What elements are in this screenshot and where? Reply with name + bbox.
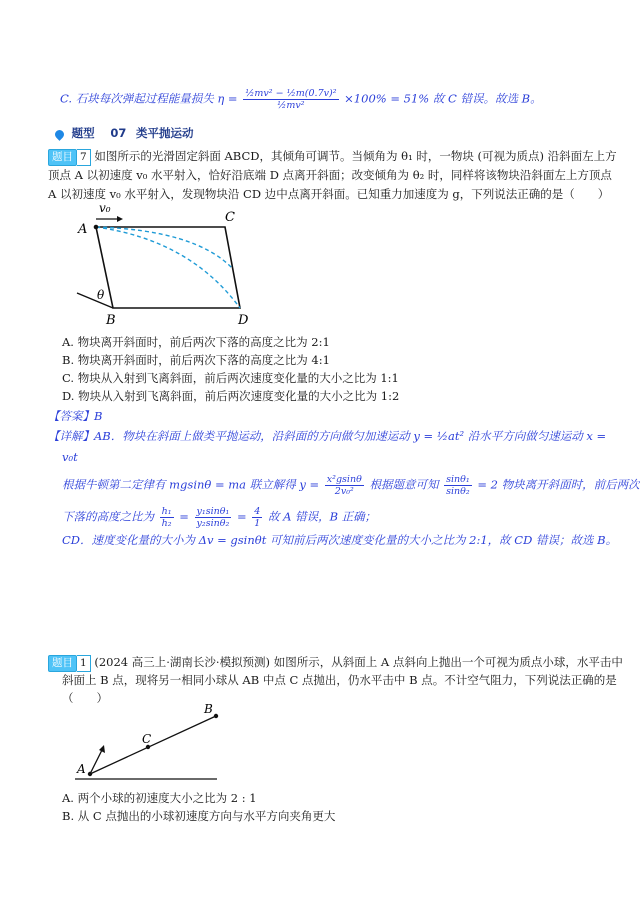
q7-option-d-text: D. 物块从入射到飞离斜面，前后两次速度变化量的大小之比为 1:2: [62, 389, 400, 403]
v0-arrowhead: [117, 216, 123, 222]
launch-arrowhead: [99, 745, 105, 753]
label-d: D: [238, 313, 249, 328]
q1-option-a-text: A. 两个小球的初速度大小之比为 2 : 1: [62, 791, 257, 805]
prev-answer-c: [60, 88, 542, 111]
pin-icon: [53, 128, 66, 141]
prev-c-tail: ×100% = 51% 故 C 错误。故选 B。: [344, 91, 542, 106]
point-a: [94, 225, 99, 230]
section-heading: [55, 125, 193, 141]
q7-figure: [70, 200, 280, 330]
q7-detail-1-text: 【详解】AB．物块在斜面上做类平抛运动，沿斜面的方向做匀加速运动 y = ½at² 沿水平方向做匀速运动 x =: [48, 429, 607, 443]
q7-stem-1: 如图所示的光滑固定斜面 ABCD，其倾角可调节。当倾角为 θ₁ 时，一物块 (可视为质点) 沿斜面左上方: [94, 149, 617, 163]
q7-option-c-text: C. 物块从入射到飞离斜面，前后两次速度变化量的大小之比为 1:1: [62, 371, 399, 385]
label-b: B: [204, 702, 213, 716]
q7-option-b: [62, 352, 330, 368]
trajectory-1: [96, 227, 240, 308]
frac-sin: [444, 474, 472, 497]
section-label: 题型: [71, 126, 95, 140]
q7-detail-5: [62, 532, 617, 548]
point-b: [214, 714, 218, 718]
q7-answer-text: 【答案】B: [48, 409, 103, 423]
label-theta: θ: [97, 288, 105, 302]
q7-option-d: [62, 388, 399, 404]
prev-c-num: ½mv² − ½m(0.7v)²: [245, 88, 337, 99]
frac-ratio: [252, 506, 262, 529]
q7-option-b-text: B. 物块离开斜面时，前后两次下落的高度之比为 4:1: [62, 353, 330, 367]
label-b: B: [106, 313, 116, 328]
q1-num: 1: [77, 655, 91, 672]
q1-stem-3: （ ）: [62, 691, 108, 705]
frac-h: [160, 506, 174, 529]
label-a: A: [77, 762, 86, 776]
prev-c-fraction: [243, 88, 338, 111]
q7-detail-4: [62, 506, 376, 529]
q7-detail-3b: 根据题意可知: [369, 477, 443, 492]
q7-detail-2: [62, 449, 78, 465]
q1-line2: [62, 672, 617, 688]
q1-stem-1: (2024 高三上·湖南长沙·模拟预测) 如图所示，从斜面上 A 点斜向上抛出一个可视为质点小球，水平击中: [94, 655, 623, 669]
q7-detail-4d: 故 A 错误，B 正确；: [267, 509, 377, 524]
frac-y-den: 2v₀²: [334, 486, 354, 497]
frac-ysin-den: y₂sinθ₂: [196, 518, 230, 529]
frac-ysin: [195, 506, 232, 529]
q7-stem-2: 顶点 A 以初速度 v₀ 水平射入，恰好沿底端 D 点离开斜面；改变倾角为 θ₂ 时，同样将该物块沿斜面左上方顶点: [48, 168, 612, 182]
q1-option-a: [62, 790, 257, 806]
incline-abcd: [96, 227, 240, 308]
point-a: [88, 772, 92, 776]
q1-option-b-text: B. 从 C 点抛出的小球初速度方向与水平方向夹角更大: [62, 809, 336, 823]
q7-detail-4b: =: [179, 509, 193, 524]
q7-option-a-text: A. 物块离开斜面时，前后两次下落的高度之比为 2:1: [62, 335, 330, 349]
incline-line: [90, 716, 216, 774]
q7-line1: [48, 148, 617, 166]
q7-detail-3a: 根据牛顿第二定律有 mgsinθ = ma 联立解得 y =: [62, 477, 323, 492]
prev-c-text: C. 石块每次弹起过程能量损失 η =: [60, 91, 242, 106]
section-title: 类平抛运动: [135, 126, 194, 140]
q7-detail-2-text: v₀t: [62, 450, 78, 464]
q7-detail-1: [48, 428, 606, 444]
q7-tag: 题目: [48, 149, 77, 166]
frac-h-den: h₂: [161, 518, 172, 529]
q7-answer: [48, 408, 102, 424]
frac-ysin-num: y₁sinθ₁: [196, 506, 230, 517]
frac-y-num: x²gsinθ: [326, 474, 362, 485]
q7-detail-4c: =: [236, 509, 251, 524]
frac-sin-den: sinθ₂: [446, 486, 470, 497]
q7-detail-3c: = 2 物块离开斜面时，前后两次: [477, 477, 640, 492]
q7-stem-3: A 以初速度 v₀ 水平射入，发现物块沿 CD 边中点离开斜面。已知重力加速度为 g，下列说法正确的是（ ）: [48, 187, 610, 201]
q7-option-c: [62, 370, 399, 386]
q7-num: 7: [77, 149, 91, 166]
trajectory-2: [96, 227, 232, 268]
q7-detail-5-text: CD．速度变化量的大小为 Δv = gsinθt 可知前后两次速度变化量的大小之比为 2:1，故 CD 错误；故选 B。: [62, 533, 618, 547]
q7-detail-3: [62, 474, 640, 497]
q1-stem-2: 斜面上 B 点，现将另一相同小球从 AB 中点 C 点抛出，仍水平击中 B 点。不计空气阻力，下列说法正确的是: [62, 673, 617, 687]
label-a: A: [78, 222, 88, 237]
q1-figure: [70, 700, 230, 785]
prev-c-den: ½mv²: [277, 100, 305, 111]
q7-option-a: [62, 334, 330, 350]
frac-ratio-num: 4: [254, 506, 261, 517]
q7-line2: [48, 167, 612, 183]
q1-option-b: [62, 808, 335, 824]
launch-arrow: [90, 750, 102, 774]
frac-ratio-den: 1: [254, 518, 261, 529]
q1-line1: [48, 654, 623, 672]
q1-tag: 题目: [48, 655, 77, 672]
frac-y: [325, 474, 364, 497]
frac-h-num: h₁: [161, 506, 172, 517]
label-v0: v₀: [99, 201, 111, 215]
q7-detail-4a: 下落的高度之比为: [62, 509, 158, 524]
ground-line: [77, 293, 113, 308]
section-num: 07: [110, 126, 127, 140]
label-c: C: [142, 732, 152, 746]
frac-sin-num: sinθ₁: [446, 474, 470, 485]
label-c: C: [225, 210, 235, 225]
